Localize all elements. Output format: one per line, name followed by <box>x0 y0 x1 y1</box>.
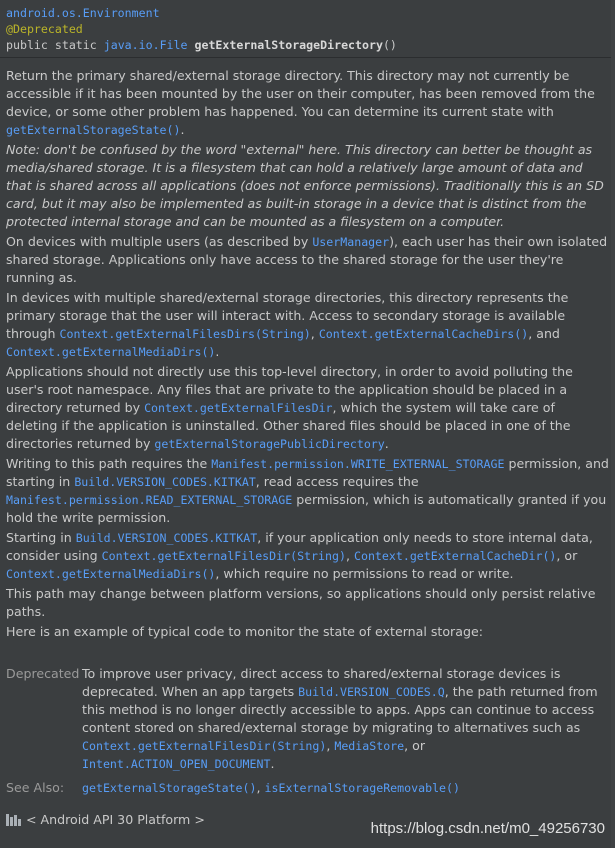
text: . <box>215 344 220 359</box>
package-name[interactable]: android.os.Environment <box>6 6 160 20</box>
deprecated-label: Deprecated <box>6 666 80 681</box>
text: . <box>180 122 185 137</box>
link-version-codes-q[interactable]: Build.VERSION_CODES.Q <box>298 685 445 699</box>
paragraph-1 <box>6 67 609 139</box>
text: . <box>270 756 275 771</box>
text: permission, and starting in <box>6 456 609 489</box>
doc-tags <box>6 665 609 797</box>
text: , <box>310 326 315 341</box>
see-also-label: See Also: <box>6 780 65 795</box>
library-label[interactable]: < Android API 30 Platform > <box>26 812 205 827</box>
see-also-content <box>82 779 609 797</box>
text: Starting in <box>6 530 72 545</box>
link-get-external-media-dirs-2[interactable]: Context.getExternalMediaDirs() <box>6 567 216 581</box>
link-action-open-document[interactable]: Intent.ACTION_OPEN_DOCUMENT <box>82 757 271 771</box>
paragraph-3 <box>6 233 609 287</box>
method-params: () <box>382 38 397 52</box>
text: , if your application only needs to store internal data, consider using <box>6 530 593 563</box>
link-read-external-storage[interactable]: Manifest.permission.READ_EXTERNAL_STORAGE <box>6 493 293 507</box>
text: permission, which is automatically granted if you hold the write permission. <box>6 492 607 525</box>
link-user-manager[interactable]: UserManager <box>312 235 390 249</box>
note-paragraph: Note: don't be confused by the word "external" here. This directory can better be thought as media/shared storage. It is a filesystem that can hold a relatively large amount of data and that is shared across all applications (does not enforce permissions). Traditionally this is an SD card, but it may also be implemented as built-in storage in a device that is distinct from the protected internal storage and can be mounted as a filesystem on a computer. <box>6 142 604 229</box>
link-get-external-cache-dirs[interactable]: Context.getExternalCacheDirs() <box>318 327 529 341</box>
paragraph-8: This path may change between platform versions, so applications should only persist relative paths. <box>6 586 596 619</box>
link-get-external-storage-state-2[interactable]: getExternalStorageState() <box>82 781 257 795</box>
text: To improve user privacy, direct access to shared/external storage devices is deprecated. When an app targets <box>82 666 561 699</box>
link-get-external-storage-state[interactable]: getExternalStorageState() <box>6 123 181 137</box>
link-media-store[interactable]: MediaStore <box>334 739 405 753</box>
text: , or <box>556 548 578 563</box>
paragraph-9: Here is an example of typical code to monitor the state of external storage: <box>6 624 483 639</box>
text: Writing to this path requires the <box>6 456 208 471</box>
text: In devices with multiple shared/external storage directories, this directory represents the primary storage that the user will interact with. Access to secondary storage is available through <box>6 290 569 341</box>
watermark: https://blog.csdn.net/m0_49256730 <box>370 820 605 837</box>
text: , and <box>528 326 560 341</box>
doc-header <box>0 0 615 58</box>
link-get-external-files-dir[interactable]: Context.getExternalFilesDir <box>144 401 333 415</box>
link-get-external-files-dirs[interactable]: Context.getExternalFilesDirs(String) <box>59 327 311 341</box>
deprecated-tag <box>6 665 609 773</box>
link-write-external-storage[interactable]: Manifest.permission.WRITE_EXTERNAL_STORAGE <box>211 457 505 471</box>
deprecated-content <box>82 665 609 773</box>
text: , which the system will take care of deleting if the application is uninstalled. Other shared files should be placed in one of the directories returned by <box>6 400 571 451</box>
text: , read access requires the <box>255 474 419 489</box>
text: , <box>345 548 350 563</box>
paragraph-6 <box>6 455 609 527</box>
link-get-external-files-dir-string-2[interactable]: Context.getExternalFilesDir(String) <box>82 739 327 753</box>
link-get-external-cache-dir[interactable]: Context.getExternalCacheDir() <box>353 549 557 563</box>
link-kitkat-2[interactable]: Build.VERSION_CODES.KITKAT <box>75 531 258 545</box>
library-bars-icon <box>6 814 22 826</box>
scrollbar[interactable] <box>611 0 615 848</box>
text: On devices with multiple users (as described by <box>6 234 309 249</box>
text: , or <box>404 738 426 753</box>
text: . <box>384 436 389 451</box>
paragraph-5 <box>6 363 609 453</box>
method-name: getExternalStorageDirectory <box>194 38 383 52</box>
text: Return the primary shared/external storage directory. This directory may not currently be accessible if it has been mounted by the user on their computer, has been removed from the device, or some other problem has happened. You can determine its current state with <box>6 68 595 119</box>
return-type-link[interactable]: java.io.File <box>103 38 188 52</box>
annotation[interactable]: @Deprecated <box>6 22 83 36</box>
text: , which require no permissions to read or write. <box>215 566 514 581</box>
text: , <box>256 780 261 795</box>
text: ), each user has their own isolated shared storage. Applications only have access to the shared storage for the user they're running as. <box>6 234 608 285</box>
paragraph-7 <box>6 529 609 583</box>
doc-body <box>0 58 615 797</box>
text: , <box>326 738 331 753</box>
link-kitkat[interactable]: Build.VERSION_CODES.KITKAT <box>74 475 256 489</box>
library-footer <box>6 811 205 829</box>
text: , the path returned from this method is no longer directly accessible to apps. Apps can continue to access content stored on shared/external storage by migrating to alternatives such as <box>82 684 598 735</box>
link-get-external-files-dir-string[interactable]: Context.getExternalFilesDir(String) <box>101 549 346 563</box>
modifiers: public static <box>6 38 97 52</box>
see-also-tag <box>6 779 609 797</box>
link-get-external-media-dirs[interactable]: Context.getExternalMediaDirs() <box>6 345 216 359</box>
link-get-external-storage-public-directory[interactable]: getExternalStoragePublicDirectory <box>154 437 385 451</box>
paragraph-4 <box>6 289 609 361</box>
text: Applications should not directly use this top-level directory, in order to avoid polluting the user's root namespace. Any files that are private to the application should be placed in a directory returned by <box>6 364 573 415</box>
link-is-external-storage-removable[interactable]: isExternalStorageRemovable() <box>264 781 460 795</box>
